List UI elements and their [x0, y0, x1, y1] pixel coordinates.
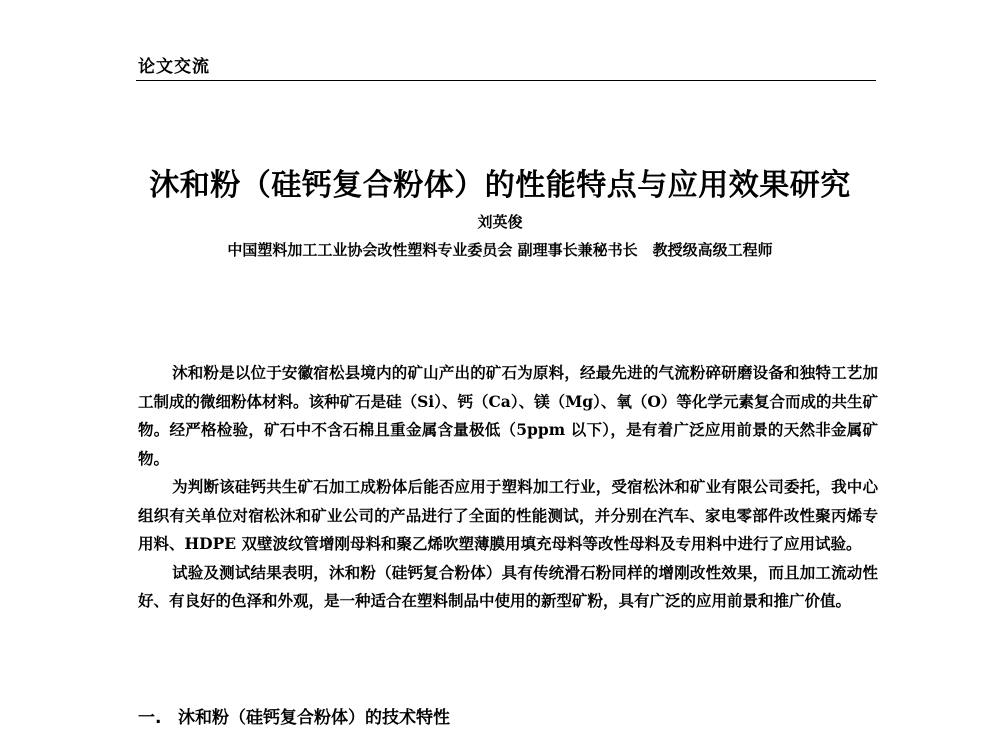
author-affiliation: 中国塑料加工工业协会改性塑料专业委员会 副理事长兼秘书长 教授级高级工程师: [227, 241, 773, 259]
section-heading-text: 沐和粉（硅钙复合粉体）的技术特性: [178, 708, 450, 728]
body-paragraph: 沐和粉是以位于安徽宿松县境内的矿山产出的矿石为原料，经最先进的气流粉碎研磨设备和独特工艺加工制成的微细粉体材料。该种矿石是硅（Si）、钙（Ca）、镁（Mg）、氧（O）等化学元素复合而成的共生矿物。经严格检验，矿石中不含石棉且重金属含量极低（5ppm 以下），是有着广泛应用前景的天然非金属矿物。: [138, 363, 878, 468]
article-title: 沐和粉（硅钙复合粉体）的性能特点与应用效果研究: [149, 168, 851, 203]
section-heading: [138, 703, 450, 728]
article-body: [138, 359, 878, 616]
article-author: 刘英俊: [477, 213, 523, 231]
section-number: 一.: [138, 708, 162, 728]
body-paragraph: 为判断该硅钙共生矿石加工成粉体后能否应用于塑料加工行业，受宿松沐和矿业有限公司委托，我中心组织有关单位对宿松沐和矿业公司的产品进行了全面的性能测试，并分别在汽车、家电零部件改性聚丙烯专用料、HDPE 双壁波纹管增刚母料和聚乙烯吹塑薄膜用填充母料等改性母料及专用料中进行了应用试验。: [138, 477, 878, 553]
header-divider: [136, 80, 876, 81]
body-paragraph: 试验及测试结果表明，沐和粉（硅钙复合粉体）具有传统滑石粉同样的增刚改性效果，而且加工流动性好、有良好的色泽和外观，是一种适合在塑料制品中使用的新型矿粉，具有广泛的应用前景和推广价值。: [138, 562, 878, 610]
journal-section-label: 论文交流: [138, 57, 210, 77]
